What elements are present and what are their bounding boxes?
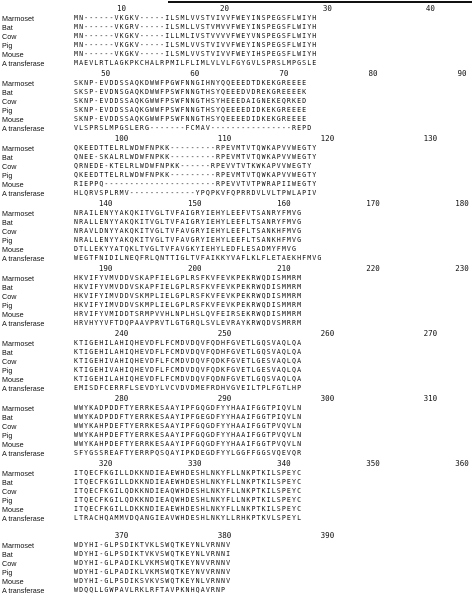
sequence-row: [2, 541, 472, 550]
sequence-row: [2, 218, 472, 227]
species-label: A transferase: [2, 514, 45, 523]
sequence-row: [2, 245, 472, 254]
sequence-text: WWYKADPDDFTYERRKESAAYIPFGEGDFYYHAAIFGGTPIQVLN: [74, 413, 303, 421]
species-label: Pig: [2, 106, 13, 115]
position-tick-label: 110: [217, 134, 232, 143]
sequence-row: [2, 413, 472, 422]
sequence-row: [2, 487, 472, 496]
alignment-block: [2, 459, 472, 523]
sequence-text: DTLLEKYYATQKLTVGLTVFAVGKYIEHYLEDFLESADMYFMVG: [74, 245, 298, 253]
position-ruler: [74, 459, 470, 468]
sequence-row: [2, 50, 472, 59]
sequence-text: MN------VKGKV-----ILSMLVVSTVIVVFWEYIHSPEGSFLWIYH: [74, 50, 318, 58]
sequence-row: [2, 162, 472, 171]
sequence-row: [2, 301, 472, 310]
position-tick-label: 280: [114, 394, 129, 403]
position-tick-label: 240: [114, 329, 129, 338]
sequence-text: MAEVLRTLAGKPKCHALRPMILFLIMLVLVLFGYGVLSPRSLMPGSLE: [74, 59, 318, 67]
sequence-row: [2, 32, 472, 41]
sequence-row: [2, 496, 472, 505]
sequence-text: WWYKADPDDFTYERRKESAAYIPFGQGDFYYHAAIFGGTPIQVLN: [74, 404, 303, 412]
position-ruler: [74, 394, 470, 403]
position-tick-label: 120: [320, 134, 335, 143]
sequence-row: [2, 97, 472, 106]
species-label: Mouse: [2, 180, 24, 189]
sequence-text: SKNP-EVDDSSAQKGWWFPSWFNNGTHSYQEEEEDIDKEKGREEEE: [74, 106, 308, 114]
species-label: Cow: [2, 292, 17, 301]
position-tick-label: 220: [366, 264, 380, 273]
sequence-row: [2, 422, 472, 431]
sequence-row: [2, 171, 472, 180]
position-tick-label: 330: [187, 459, 202, 468]
sequence-text: WDYHI-GLPSDIKTVKVSWQTKEYNLVRNNI: [74, 550, 232, 558]
sequence-text: SKSP-EVDNSGAQKDWWFPSWFNNGTHSYQEEEDVDREKGREEEEK: [74, 88, 308, 96]
sequence-row: [2, 227, 472, 236]
position-tick-label: 20: [219, 4, 229, 13]
sequence-row: [2, 469, 472, 478]
position-tick-label: 360: [455, 459, 469, 468]
sequence-text: HKVIFYVMVDDVSKAPFIELGPLRSFKVFEVKPEKRWQDISMMRM: [74, 283, 303, 291]
sequence-text: ITQECFKGILLDKKNDIEAEWHDESHLNKYFLLNKPTKILSPEYC: [74, 478, 303, 486]
position-tick-label: 310: [423, 394, 438, 403]
sequence-row: [2, 14, 472, 23]
position-tick-label: 60: [190, 69, 200, 78]
sequence-text: ITQECFKGILQDKKNDIEAQWHDESHLNKYFLLNKPTKILSPEYC: [74, 496, 303, 504]
species-label: Pig: [2, 236, 13, 245]
species-label: Mouse: [2, 505, 24, 514]
species-label: Marmoset: [2, 14, 34, 23]
position-tick-label: 40: [425, 4, 435, 13]
position-ruler: [74, 4, 470, 13]
sequence-row: [2, 180, 472, 189]
species-label: Pig: [2, 366, 13, 375]
position-ruler: [74, 134, 470, 143]
sequence-text: VLSPRSLMPGSLERG-------FCMAV----------------REPD: [74, 124, 313, 132]
species-label: Bat: [2, 478, 13, 487]
species-label: Pig: [2, 301, 13, 310]
species-label: Marmoset: [2, 144, 34, 153]
sequence-row: [2, 478, 472, 487]
species-label: Marmoset: [2, 209, 34, 218]
position-tick-label: 260: [320, 329, 335, 338]
position-tick-label: 270: [423, 329, 438, 338]
sequence-text: WDYHI-GLPADIKLVKMSWQTKEYNVVRNNV: [74, 559, 232, 567]
species-label: Bat: [2, 413, 13, 422]
species-label: Mouse: [2, 50, 24, 59]
sequence-row: [2, 577, 472, 586]
sequence-text: KTIGEHILAHIQHEVDFLFCMDVDQVFQDHFGVETLGQSVAQLQA: [74, 348, 303, 356]
sequence-row: [2, 586, 472, 595]
species-label: A transferase: [2, 124, 45, 133]
sequence-text: KTIGEHILAHIQHEVDFLFCMDVDQVFQDHFGVETLGQSVAQLQA: [74, 339, 303, 347]
species-label: Pig: [2, 431, 13, 440]
sequence-text: WDQQLLGWPAVLRKLRFTAVPKNHQAVRNP: [74, 586, 227, 594]
species-label: Cow: [2, 227, 17, 236]
position-tick-label: 100: [114, 134, 129, 143]
sequence-row: [2, 431, 472, 440]
position-tick-label: 90: [457, 69, 467, 78]
species-label: Pig: [2, 568, 13, 577]
sequence-row: [2, 384, 472, 393]
species-label: Pig: [2, 171, 13, 180]
species-label: Bat: [2, 88, 13, 97]
sequence-text: QRNEDE-KTELRLWDWFNPKK------RPEVVTVTKWKAPVVWEGTY: [74, 162, 313, 170]
species-label: Marmoset: [2, 79, 34, 88]
sequence-row: [2, 404, 472, 413]
sequence-row: [2, 124, 472, 133]
sequence-row: [2, 254, 472, 263]
sequence-row: [2, 115, 472, 124]
species-label: Mouse: [2, 245, 24, 254]
sequence-row: [2, 23, 472, 32]
position-tick-label: 70: [279, 69, 289, 78]
sequence-text: MN------VKGRV-----ILSMLLVSTVMVVFWEYINSPEGSFLWIYH: [74, 23, 318, 31]
species-label: Mouse: [2, 310, 24, 319]
position-tick-label: 180: [455, 199, 469, 208]
position-ruler: [74, 69, 470, 78]
species-label: Mouse: [2, 115, 24, 124]
alignment-block: [2, 264, 472, 328]
sequence-text: HKVIFYIMVDDVSKMPLIELGPLRSFKVFEVKPEKRWQDISMMRM: [74, 301, 303, 309]
sequence-row: [2, 319, 472, 328]
sequence-row: [2, 505, 472, 514]
sequence-text: WWYKAHPDEFTYERRKESAAYIPFGQGDFYYHAAIFGGTPVQVLN: [74, 422, 303, 430]
species-label: Bat: [2, 23, 13, 32]
species-label: Mouse: [2, 440, 24, 449]
position-tick-label: 170: [366, 199, 380, 208]
alignment-block: [2, 394, 472, 458]
sequence-row: [2, 310, 472, 319]
species-label: Mouse: [2, 375, 24, 384]
species-label: Cow: [2, 487, 17, 496]
species-label: Marmoset: [2, 541, 34, 550]
sequence-text: QNEE-SKALRLWDWFNPKK---------RPEVMTVTQWKAPVVWEGTY: [74, 153, 318, 161]
sequence-row: [2, 292, 472, 301]
sequence-text: WDYHI-GLPADIKLVKMSWQTKEYNVVRNNV: [74, 568, 232, 576]
position-tick-label: 250: [217, 329, 232, 338]
sequence-text: NRAVLDNYYAKQKITVGLTVFAVGRYIEHYLEEFLTSANKHFMVG: [74, 227, 303, 235]
species-label: Cow: [2, 559, 17, 568]
sequence-text: SKNP-EVDDSSAQKGWWFPSWFNNGTHSYQEEEEDIDKEKGREEEE: [74, 115, 308, 123]
sequence-text: KTIGEHIVAHIQHEVDFLFCMDVDQVFQDKFGVETLGESVAQLQA: [74, 357, 303, 365]
sequence-text: ITQECFKGILLDKKNDIEAEWHDESHLNKYFLLNKPTKILSPEYC: [74, 505, 303, 513]
sequence-row: [2, 41, 472, 50]
position-tick-label: 210: [277, 264, 291, 273]
species-label: Bat: [2, 348, 13, 357]
sequence-text: QKEEDTTELRLWDWFNPKK---------RPEVMTVTQWKAPVVWEGTY: [74, 171, 318, 179]
species-label: A transferase: [2, 254, 45, 263]
position-tick-label: 340: [277, 459, 291, 468]
sequence-row: [2, 568, 472, 577]
species-label: A transferase: [2, 189, 45, 198]
alignment-block: [2, 69, 472, 133]
sequence-text: KTIGEHIVAHIQHEVDFLFCMDVDQVFQDKFGVETLGESVAQLQA: [74, 366, 303, 374]
sequence-text: WEGTFNIDILNEQFRLQNTTIGLTVFAIKKYVAFLKLFLETAEKHFMVG: [74, 254, 323, 262]
alignment-block: [2, 134, 472, 198]
position-tick-label: 390: [320, 531, 335, 540]
species-label: Marmoset: [2, 274, 34, 283]
sequence-row: [2, 88, 472, 97]
sequence-text: KTIGEHILAHIQHEVDFLFCMDVDQVFQDNFGVETLGQSVAQLQA: [74, 375, 303, 383]
sequence-row: [2, 189, 472, 198]
sequence-text: HLQRVSPLRMV-------------YPQPKVFQPRRDVLVLTPWLAPIV: [74, 189, 318, 197]
sequence-text: NRALLENYYAKQKITVGLTVFAVGRYIEHYLEEFLTSANKHFMVG: [74, 236, 303, 244]
sequence-row: [2, 236, 472, 245]
position-tick-label: 300: [320, 394, 335, 403]
sequence-row: [2, 366, 472, 375]
sequence-text: HKVIFYIMVDDVSKMPLIELGPLRSFKVFEVKPEKRWQDISMMRM: [74, 292, 303, 300]
sequence-row: [2, 153, 472, 162]
sequence-text: HRVHYYVFTDQPAAVPRVTLGTGRQLSVLEVRAYKRWQDVSMRRM: [74, 319, 303, 327]
species-label: Bat: [2, 153, 13, 162]
alignment-block: [2, 4, 472, 68]
sequence-text: HRVIFYVMIDDTSRMPVVHLNPLHSLQVFEIRSEKRWQDISMMRM: [74, 310, 303, 318]
species-label: Cow: [2, 162, 17, 171]
species-label: Pig: [2, 41, 13, 50]
sequence-text: SKNP-EVDDSSAQKGWWFPSWFNNGTHSYHEEEDAIGNEKEQRKED: [74, 97, 308, 105]
sequence-row: [2, 106, 472, 115]
species-label: A transferase: [2, 586, 45, 595]
sequence-row: [2, 514, 472, 523]
species-label: Marmoset: [2, 469, 34, 478]
species-label: Cow: [2, 357, 17, 366]
alignment-block: [2, 531, 472, 595]
species-label: Mouse: [2, 577, 24, 586]
position-tick-label: 370: [114, 531, 129, 540]
sequence-row: [2, 348, 472, 357]
position-tick-label: 320: [98, 459, 113, 468]
position-ruler: [74, 531, 470, 540]
species-label: Cow: [2, 422, 17, 431]
position-ruler: [74, 199, 470, 208]
sequence-row: [2, 79, 472, 88]
position-tick-label: 10: [117, 4, 127, 13]
sequence-text: HKVIFYVMVDDVSKAPFIELGPLRSFKVFEVKPEKRWQDISMMRM: [74, 274, 303, 282]
species-label: Bat: [2, 283, 13, 292]
sequence-text: MN------VKGKV-----ILLMLIVSTVVVVFWEYVNSPEGSFLWIYH: [74, 32, 318, 40]
position-tick-label: 30: [322, 4, 332, 13]
sequence-text: SKNP-EVDDSSAQKDWWFPGWFNNGIHNYQQEEEDTDKEKGREEEE: [74, 79, 308, 87]
position-ruler: [74, 264, 470, 273]
sequence-text: WDYHI-GLPSDIKTVKLSWQTKEYNLVRNNV: [74, 541, 232, 549]
position-tick-label: 130: [423, 134, 438, 143]
sequence-text: NRAILENYYAKQKITVGLTVFAIGRYIEHYLEEFVTSANRYFMVG: [74, 209, 303, 217]
species-label: A transferase: [2, 449, 45, 458]
alignment-block: [2, 329, 472, 393]
sequence-text: WDYHI-GLPSDIKSVKVSWQTKEYNLVRNNV: [74, 577, 232, 585]
sequence-row: [2, 209, 472, 218]
sequence-row: [2, 375, 472, 384]
position-tick-label: 380: [217, 531, 232, 540]
position-tick-label: 190: [98, 264, 113, 273]
sequence-text: LTRACHQAMMVDQANGIEAVWHDESHLNKYLLRHKPTKVLSPEYL: [74, 514, 303, 522]
species-label: Marmoset: [2, 404, 34, 413]
sequence-row: [2, 339, 472, 348]
species-label: A transferase: [2, 384, 45, 393]
conserved-region-bar: [168, 1, 472, 3]
sequence-row: [2, 144, 472, 153]
species-label: A transferase: [2, 59, 45, 68]
position-tick-label: 160: [277, 199, 291, 208]
species-label: Cow: [2, 97, 17, 106]
position-tick-label: 80: [368, 69, 378, 78]
sequence-text: ITQECFKGILQDKKNDIEAQWHDESHLNKYFLLNKPTKILSPEYC: [74, 487, 303, 495]
sequence-row: [2, 559, 472, 568]
species-label: Bat: [2, 550, 13, 559]
position-tick-label: 230: [455, 264, 469, 273]
species-label: A transferase: [2, 319, 45, 328]
sequence-text: ITQECFKGILLDKKNDIEAEWHDESHLNKYFLLNKPTKILSPEYC: [74, 469, 303, 477]
sequence-row: [2, 449, 472, 458]
position-tick-label: 350: [366, 459, 380, 468]
sequence-text: NRALLENYYAKQKITVGLTVFAIGRYIEHYLEEFLTSANRYFMVG: [74, 218, 303, 226]
sequence-row: [2, 274, 472, 283]
sequence-row: [2, 440, 472, 449]
position-tick-label: 140: [98, 199, 113, 208]
sequence-text: WWYKAHPDEFTYERRKESAAYIPFGQGDFYYHAAIFGGTPVQVLN: [74, 440, 303, 448]
sequence-text: MN------VKGKV-----ILSMLVVSTVIVVFWEYINSPEGSFLWIYH: [74, 41, 318, 49]
sequence-text: WWYKAHPDEFTYERRKESAAYIPFGQGDFYYHAAIFGGTPVQVLN: [74, 431, 303, 439]
sequence-row: [2, 357, 472, 366]
position-tick-label: 200: [187, 264, 202, 273]
sequence-text: EMISDFCERRFLSEVDYLVCVDVDMEFRDHVGVEILTPLFGTLHP: [74, 384, 303, 392]
sequence-text: MN------VKGKV-----ILSMLVVSTVIVVFWEYINSPEGSFLWIYH: [74, 14, 318, 22]
position-tick-label: 150: [187, 199, 202, 208]
species-label: Pig: [2, 496, 13, 505]
sequence-row: [2, 550, 472, 559]
position-tick-label: 50: [101, 69, 111, 78]
sequence-text: QKEEDTTELRLWDWFNPKK---------RPEVMTVTQWKAPVVWEGTY: [74, 144, 318, 152]
species-label: Bat: [2, 218, 13, 227]
position-ruler: [74, 329, 470, 338]
species-label: Cow: [2, 32, 17, 41]
sequence-text: RIEPPQ----------------------RPEVVTVTPWRAPIIWEGTY: [74, 180, 318, 188]
sequence-row: [2, 59, 472, 68]
alignment-block: [2, 199, 472, 263]
sequence-row: [2, 283, 472, 292]
position-tick-label: 290: [217, 394, 232, 403]
sequence-text: SFYGSSREAFTYERRPQSQAYIPKDEGDFYYLGGFFGGSVQEVQR: [74, 449, 303, 457]
species-label: Marmoset: [2, 339, 34, 348]
